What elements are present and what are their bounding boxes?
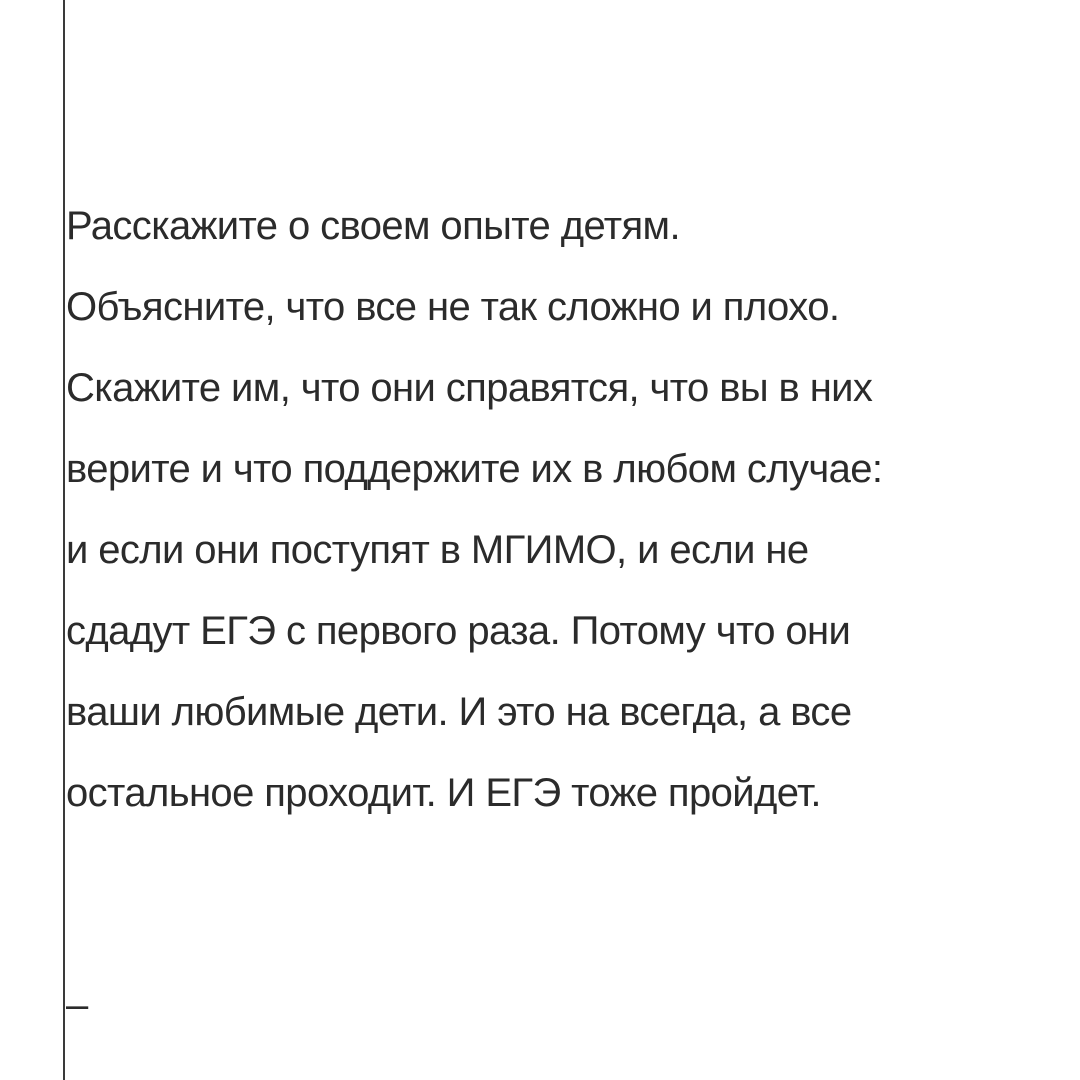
text-line: ваши любимые дети. И это на всегда, а все <box>66 690 852 734</box>
text-line: Объясните, что все не так сложно и плохо. <box>66 285 840 329</box>
trailing-dash: – <box>66 983 89 1027</box>
text-line: и если они поступят в МГИМО, и если не <box>66 528 809 572</box>
text-line: Расскажите о своем опыте детям. <box>66 204 680 248</box>
message-paragraph <box>66 186 1066 834</box>
text-line: сдадут ЕГЭ с первого раза. Потому что они <box>66 609 851 653</box>
text-line: остальное проходит. И ЕГЭ тоже пройдет. <box>66 771 821 815</box>
text-line: верите и что поддержите их в любом случае: <box>66 447 883 491</box>
left-margin-rule <box>63 0 65 1080</box>
text-line: Скажите им, что они справятся, что вы в них <box>66 366 873 410</box>
